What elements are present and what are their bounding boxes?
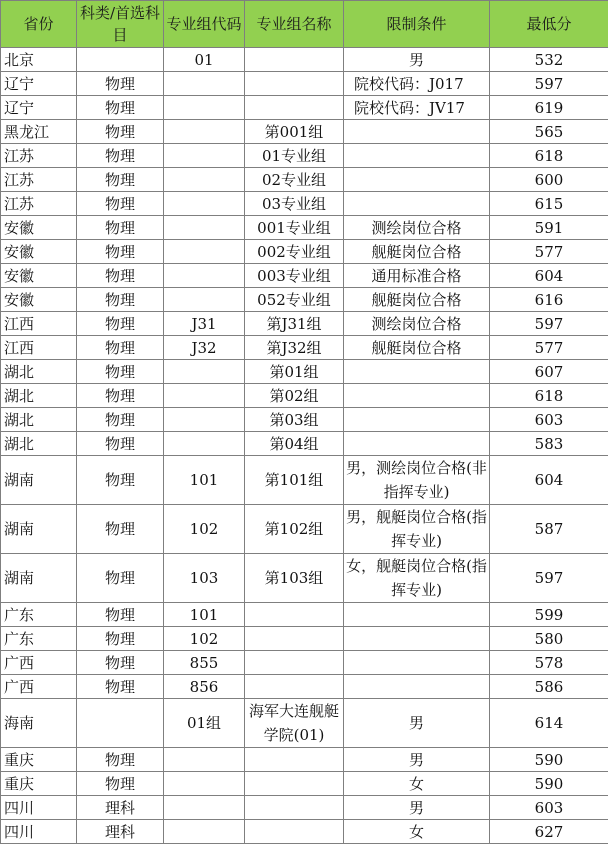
table-row <box>1 627 608 651</box>
table-row <box>1 264 608 288</box>
table-body <box>1 48 608 844</box>
group-name-cell <box>245 603 344 627</box>
min-score-cell: 586 <box>490 675 608 699</box>
group-code-cell: 01 <box>164 48 245 72</box>
table-row <box>1 408 608 432</box>
header-subject: 科类/首选科目 <box>77 1 164 48</box>
group-name-cell: 第J32组 <box>245 336 344 360</box>
group-name-cell: 第101组 <box>245 456 344 505</box>
min-score-cell: 590 <box>490 772 608 796</box>
group-name-cell <box>245 820 344 844</box>
group-name-cell: 第03组 <box>245 408 344 432</box>
condition-cell: 舰艇岗位合格 <box>344 336 490 360</box>
group-name-cell: 第102组 <box>245 505 344 554</box>
condition-cell: 测绘岗位合格 <box>344 216 490 240</box>
province-cell: 辽宁 <box>1 96 77 120</box>
province-cell: 湖南 <box>1 554 77 603</box>
subject-cell: 物理 <box>77 554 164 603</box>
table-row <box>1 96 608 120</box>
province-cell: 江苏 <box>1 192 77 216</box>
table-row <box>1 820 608 844</box>
min-score-cell: 618 <box>490 144 608 168</box>
group-name-cell: 03专业组 <box>245 192 344 216</box>
province-cell: 广东 <box>1 627 77 651</box>
province-cell: 辽宁 <box>1 72 77 96</box>
subject-cell: 物理 <box>77 748 164 772</box>
condition-cell: 舰艇岗位合格 <box>344 288 490 312</box>
header-group-name: 专业组名称 <box>245 1 344 48</box>
condition-cell: 男 <box>344 699 490 748</box>
province-cell: 湖北 <box>1 384 77 408</box>
table-row <box>1 312 608 336</box>
province-cell: 黑龙江 <box>1 120 77 144</box>
condition-cell <box>344 384 490 408</box>
group-code-cell: 855 <box>164 651 245 675</box>
group-code-cell <box>164 192 245 216</box>
min-score-cell: 616 <box>490 288 608 312</box>
group-name-cell <box>245 675 344 699</box>
subject-cell: 物理 <box>77 216 164 240</box>
table-row <box>1 336 608 360</box>
table-row <box>1 505 608 554</box>
group-name-cell: 第001组 <box>245 120 344 144</box>
province-cell: 安徽 <box>1 264 77 288</box>
table-row <box>1 72 608 96</box>
group-code-cell <box>164 168 245 192</box>
condition-cell <box>344 432 490 456</box>
min-score-cell: 618 <box>490 384 608 408</box>
min-score-cell: 578 <box>490 651 608 675</box>
province-cell: 广西 <box>1 651 77 675</box>
province-cell: 重庆 <box>1 748 77 772</box>
condition-cell: 男 <box>344 796 490 820</box>
province-cell: 四川 <box>1 820 77 844</box>
condition-cell <box>344 675 490 699</box>
table-row <box>1 748 608 772</box>
table-row <box>1 216 608 240</box>
province-cell: 湖北 <box>1 432 77 456</box>
province-cell: 江西 <box>1 336 77 360</box>
condition-cell <box>344 360 490 384</box>
province-cell: 广西 <box>1 675 77 699</box>
group-name-cell: 第02组 <box>245 384 344 408</box>
group-code-cell: 102 <box>164 627 245 651</box>
table-row <box>1 144 608 168</box>
min-score-cell: 615 <box>490 192 608 216</box>
header-row <box>1 1 608 48</box>
condition-cell: 男，测绘岗位合格(非指挥专业) <box>344 456 490 505</box>
min-score-cell: 532 <box>490 48 608 72</box>
group-name-cell <box>245 48 344 72</box>
group-code-cell <box>164 120 245 144</box>
province-cell: 安徽 <box>1 288 77 312</box>
subject-cell: 物理 <box>77 360 164 384</box>
condition-cell <box>344 627 490 651</box>
group-code-cell <box>164 96 245 120</box>
header-condition: 限制条件 <box>344 1 490 48</box>
group-name-cell: 001专业组 <box>245 216 344 240</box>
province-cell: 江苏 <box>1 168 77 192</box>
condition-cell <box>344 651 490 675</box>
table-row <box>1 675 608 699</box>
min-score-cell: 600 <box>490 168 608 192</box>
group-name-cell: 002专业组 <box>245 240 344 264</box>
province-cell: 安徽 <box>1 216 77 240</box>
province-cell: 海南 <box>1 699 77 748</box>
group-name-cell <box>245 748 344 772</box>
group-name-cell: 第01组 <box>245 360 344 384</box>
condition-cell <box>344 120 490 144</box>
group-code-cell <box>164 796 245 820</box>
min-score-cell: 599 <box>490 603 608 627</box>
header-group-code: 专业组代码 <box>164 1 245 48</box>
condition-cell: 男，舰艇岗位合格(指挥专业) <box>344 505 490 554</box>
group-code-cell: J31 <box>164 312 245 336</box>
condition-cell: 舰艇岗位合格 <box>344 240 490 264</box>
min-score-cell: 619 <box>490 96 608 120</box>
province-cell: 湖北 <box>1 408 77 432</box>
subject-cell: 物理 <box>77 408 164 432</box>
subject-cell: 物理 <box>77 384 164 408</box>
group-code-cell <box>164 144 245 168</box>
province-cell: 重庆 <box>1 772 77 796</box>
condition-cell: 男 <box>344 748 490 772</box>
group-code-cell <box>164 216 245 240</box>
min-score-cell: 590 <box>490 748 608 772</box>
condition-cell <box>344 192 490 216</box>
group-name-cell: 02专业组 <box>245 168 344 192</box>
table-row <box>1 651 608 675</box>
group-name-cell <box>245 627 344 651</box>
group-name-cell: 052专业组 <box>245 288 344 312</box>
min-score-cell: 597 <box>490 312 608 336</box>
table-row <box>1 699 608 748</box>
min-score-cell: 565 <box>490 120 608 144</box>
min-score-cell: 580 <box>490 627 608 651</box>
condition-cell <box>344 168 490 192</box>
province-cell: 湖南 <box>1 505 77 554</box>
province-cell: 四川 <box>1 796 77 820</box>
condition-cell: 通用标准合格 <box>344 264 490 288</box>
subject-cell: 物理 <box>77 432 164 456</box>
table-row <box>1 240 608 264</box>
subject-cell <box>77 48 164 72</box>
subject-cell: 物理 <box>77 651 164 675</box>
group-name-cell: 第04组 <box>245 432 344 456</box>
min-score-cell: 607 <box>490 360 608 384</box>
subject-cell: 物理 <box>77 627 164 651</box>
subject-cell <box>77 699 164 748</box>
table-row <box>1 120 608 144</box>
table-row <box>1 168 608 192</box>
group-code-cell: 101 <box>164 456 245 505</box>
table-row <box>1 432 608 456</box>
min-score-cell: 604 <box>490 456 608 505</box>
group-code-cell: 101 <box>164 603 245 627</box>
subject-cell: 物理 <box>77 192 164 216</box>
group-name-cell: 003专业组 <box>245 264 344 288</box>
min-score-cell: 577 <box>490 240 608 264</box>
table-row <box>1 796 608 820</box>
subject-cell: 物理 <box>77 675 164 699</box>
group-name-cell <box>245 72 344 96</box>
province-cell: 江苏 <box>1 144 77 168</box>
min-score-cell: 583 <box>490 432 608 456</box>
group-code-cell <box>164 240 245 264</box>
group-name-cell: 海军大连舰艇学院(01) <box>245 699 344 748</box>
group-name-cell: 01专业组 <box>245 144 344 168</box>
min-score-cell: 614 <box>490 699 608 748</box>
group-name-cell: 第103组 <box>245 554 344 603</box>
subject-cell: 物理 <box>77 288 164 312</box>
subject-cell: 物理 <box>77 240 164 264</box>
table-row <box>1 772 608 796</box>
group-code-cell <box>164 360 245 384</box>
group-name-cell <box>245 772 344 796</box>
min-score-cell: 597 <box>490 554 608 603</box>
subject-cell: 物理 <box>77 312 164 336</box>
group-name-cell <box>245 96 344 120</box>
condition-cell <box>344 603 490 627</box>
group-code-cell <box>164 72 245 96</box>
subject-cell: 物理 <box>77 772 164 796</box>
province-cell: 江西 <box>1 312 77 336</box>
group-code-cell <box>164 748 245 772</box>
table-row <box>1 48 608 72</box>
group-name-cell <box>245 651 344 675</box>
table-row <box>1 456 608 505</box>
table-row <box>1 384 608 408</box>
table-row <box>1 192 608 216</box>
group-code-cell: 856 <box>164 675 245 699</box>
subject-cell: 物理 <box>77 456 164 505</box>
province-cell: 湖南 <box>1 456 77 505</box>
subject-cell: 物理 <box>77 603 164 627</box>
group-code-cell <box>164 432 245 456</box>
group-code-cell <box>164 264 245 288</box>
table-row <box>1 360 608 384</box>
header-min-score: 最低分 <box>490 1 608 48</box>
province-cell: 安徽 <box>1 240 77 264</box>
min-score-cell: 603 <box>490 408 608 432</box>
group-code-cell <box>164 408 245 432</box>
condition-cell: 测绘岗位合格 <box>344 312 490 336</box>
subject-cell: 物理 <box>77 96 164 120</box>
subject-cell: 物理 <box>77 336 164 360</box>
table-row <box>1 554 608 603</box>
subject-cell: 物理 <box>77 264 164 288</box>
subject-cell: 物理 <box>77 72 164 96</box>
province-cell: 湖北 <box>1 360 77 384</box>
group-name-cell: 第J31组 <box>245 312 344 336</box>
table-row <box>1 603 608 627</box>
group-code-cell <box>164 288 245 312</box>
group-code-cell: 103 <box>164 554 245 603</box>
condition-cell: 女，舰艇岗位合格(指挥专业) <box>344 554 490 603</box>
subject-cell: 物理 <box>77 144 164 168</box>
table-row <box>1 288 608 312</box>
province-cell: 广东 <box>1 603 77 627</box>
condition-cell: 女 <box>344 772 490 796</box>
condition-cell: 男 <box>344 48 490 72</box>
province-cell: 北京 <box>1 48 77 72</box>
subject-cell: 物理 <box>77 505 164 554</box>
subject-cell: 理科 <box>77 796 164 820</box>
condition-cell: 院校代码：J017 <box>344 72 490 96</box>
condition-cell <box>344 408 490 432</box>
group-code-cell: 102 <box>164 505 245 554</box>
min-score-cell: 627 <box>490 820 608 844</box>
min-score-cell: 591 <box>490 216 608 240</box>
group-code-cell <box>164 384 245 408</box>
min-score-cell: 577 <box>490 336 608 360</box>
group-code-cell: 01组 <box>164 699 245 748</box>
group-code-cell: J32 <box>164 336 245 360</box>
group-code-cell <box>164 820 245 844</box>
header-province: 省份 <box>1 1 77 48</box>
group-code-cell <box>164 772 245 796</box>
condition-cell: 女 <box>344 820 490 844</box>
condition-cell <box>344 144 490 168</box>
min-score-cell: 587 <box>490 505 608 554</box>
group-name-cell <box>245 796 344 820</box>
subject-cell: 物理 <box>77 168 164 192</box>
min-score-cell: 597 <box>490 72 608 96</box>
subject-cell: 理科 <box>77 820 164 844</box>
min-score-cell: 603 <box>490 796 608 820</box>
condition-cell: 院校代码：JV17 <box>344 96 490 120</box>
subject-cell: 物理 <box>77 120 164 144</box>
min-score-cell: 604 <box>490 264 608 288</box>
